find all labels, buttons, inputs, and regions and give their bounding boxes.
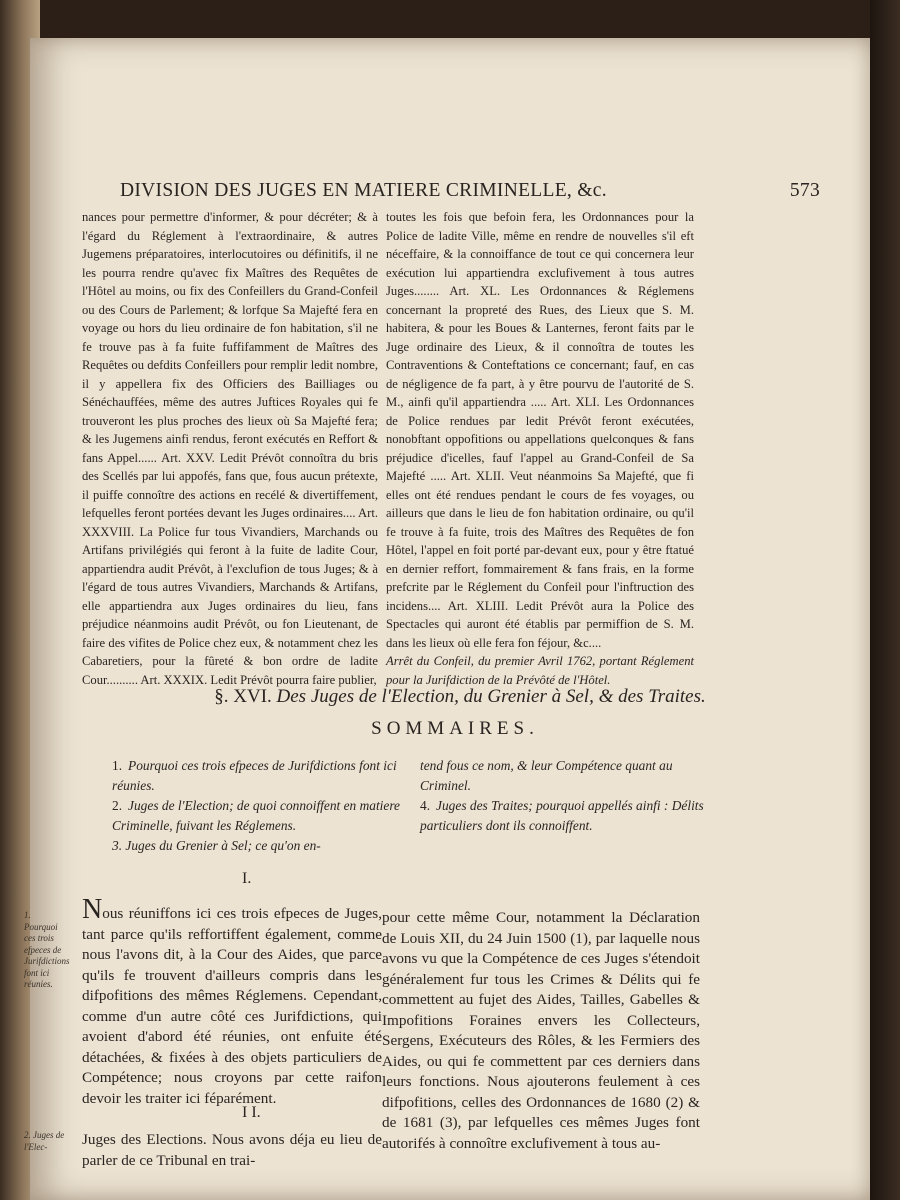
section-heading	[110, 686, 810, 708]
body-text-left	[82, 894, 382, 1109]
page-number: 573	[789, 180, 820, 201]
background-edge	[870, 0, 900, 1200]
drop-cap: N	[82, 894, 103, 925]
body-text-right	[382, 908, 700, 1154]
paragraph: toutes les fois que befoin fera, les Ordonnances pour la Police de ladite Ville, même en rendre de nouvelles s'il eft néceffaire, & la connoiffance de tout ce qui concernera leur exécution lui appartiendra exclufivement à tous autres Juges........ Art. XL. Les Ordonnances & Réglemens concernant la propreté des Rues, des Lieux que S. M. habitera, & pour les Boues & Lanternes, feront faits par le Juge ordinaire des Lieux, & il connoîtra de toutes les Contraventions & Conteftations ce concernant; fauf, en cas de négligence de fa part, à y être pourvu de l'autorité de S. M., ainfi qu'il appartiendra ..... Art. XLI. Les Ordonnances de Police rendues par ledit Prévôt feront exécutées, nonobftant oppofitions ou appellations quelconques & fans préjudice d'icelles, fauf l'appel au Grand-Confeil de Sa Majefté ..... Art. XLII. Veut néanmoins Sa Majefté, que fi elles ont été rendues pendant le cours de fes voyages, ou ailleurs que dans le lieu de fon habitation ordinaire, ou qu'il fe trouve à fa fuite, trois des Maîtres des Requêtes de fon Hôtel, l'appel en foit porté par-devant eux, pour y être ftatué en dernier reffort, fommairement & fans frais, en la forme prefcrite par le Réglement du Confeil pour l'inftruction des incidens.... Art. XLIII. Ledit Prévôt aura la Police des Spectacles qui auront été établis par permiffion de S. M. dans les lieux où elle fera fon féjour, &c....	[386, 210, 694, 650]
citation: Arrêt du Confeil, du premier Avril 1762, portant Réglement pour la Jurifdiction de la Prévôté de l'Hôtel.	[386, 654, 694, 687]
running-head	[120, 180, 820, 202]
summary-item: 1. Pourquoi ces trois efpeces de Jurifdictions font ici réunies.	[112, 758, 397, 793]
body-text-left-2	[82, 1130, 382, 1171]
section-number: §. XVI.	[214, 686, 272, 707]
text-column-right	[386, 208, 694, 689]
section-title: Des Juges de l'Election, du Grenier à Sel, & des Traites.	[276, 686, 706, 707]
summary-list-left	[112, 756, 402, 856]
summary-list-right	[420, 756, 710, 836]
margin-note: 1. Pourquoi ces trois efpeces de Jurifdictions font ici réunies.	[24, 910, 70, 989]
paragraph: ous réuniffons ici ces trois efpeces de Juges, tant parce qu'ils reffortiffent également, comme nous l'avons dit, à la Cour des Aides, que parce qu'ils fe trouvent d'ailleurs compris dans les difpofitions des mêmes Réglemens. Cependant, comme d'un autre côté ces Jurifdictions, qui avoient d'abord été réunies, ont enfuite été détachées, & fixées à des objets particuliers de Compétence; nous croyons par cette raifon devoir les traiter ici féparément.	[82, 905, 382, 1107]
paragraph: Juges des Elections. Nous avons déja eu lieu de parler de ce Tribunal en trai-	[82, 1131, 382, 1169]
margin-note: 2. Juges de l'Elec-	[24, 1130, 65, 1152]
summary-item-split: 3. Juges du Grenier à Sel; ce qu'on en-	[112, 838, 321, 853]
subsection-number: I.	[242, 870, 252, 887]
paragraph: pour cette même Cour, notamment la Déclaration de Louis XII, du 24 Juin 1500 (1), par laquelle nous avons vu que la Compétence de ces Juges s'étendoit généralement fur tous les Crimes & Délits qui fe commettent au fujet des Aides, Tailles, Gabelles & Impofitions Foraines envers les Collecteurs, Sergens, Exécuteurs des Rôles, & les Fermiers des Aides, ou qui fe commettent par ces derniers dans leurs fonctions. Nous ajouterons feulement à ces difpofitions, celles des Ordonnances de 1680 (2) & de 1681 (3), par lefquelles ces mêmes Juges font autorifés à connoître exclufivement à tous au-	[382, 909, 700, 1152]
sommaires-heading: SOMMAIRES.	[371, 718, 539, 739]
running-head-title: DIVISION DES JUGES EN MATIERE CRIMINELLE, &c.	[120, 180, 607, 201]
summary-item: 2. Juges de l'Election; de quoi connoiffent en matiere Criminelle, fuivant les Réglemens.	[112, 798, 401, 833]
subsection-number: I I.	[242, 1104, 261, 1121]
text-column-left	[82, 208, 378, 689]
summary-item: 4. Juges des Traites; pourquoi appellés ainfi : Délits particuliers dont ils connoiffent.	[420, 798, 704, 833]
book-page	[24, 38, 870, 1200]
paragraph: nances pour permettre d'informer, & pour décréter; & à l'égard du Réglement à l'extraordinaire, & autres Jugemens préparatoires, interlocutoires ou définitifs, il ne les pourra rendre qu'avec fix Maîtres des Requêtes de l'Hôtel au moins, ou fix des Confeillers du Grand-Confeil ou des Cours de Parlement; & lorfque Sa Majefté fera en voyage ou hors du lieu ordinaire de fon habitation, s'il ne fe trouve pas à fa fuite fuffifamment de Maîtres des Requêtes ou defdits Confeillers pour remplir ledit nombre, il y appellera fix des Officiers des Bailliages ou Sénéchauffées, même des autres Juftices Royales qui fe trouveront les plus proches des lieux où Sa Majefté fera; & les Jugemens ainfi rendus, feront exécutés en Reffort & fans Appel...... Art. XXV. Ledit Prévôt connoîtra du bris des Scellés par lui appofés, fans que, fous aucun prétexte, il puiffe connoître des actions en recélé & divertiffement, lefquelles feront portées devant les Juges ordinaires.... Art. XXXVIII. La Police fur tous Vivandiers, Marchands ou Artifans privilégiés qui feront à la fuite de ladite Cour, appartiendra audit Prévôt, à l'exclufion de tous Juges; & à l'égard de tous autres Vivandiers, Marchands & Artifans, elle appartiendra aux Juges ordinaires du lieu, fans préjudice néanmoins audit Prévôt, ou fon Lieutenant, de faire des vifites de Police chez eux, & notamment chez les Cabaretiers, pour la fûreté & bon ordre de ladite Cour.......... Art. XXXIX. Ledit Prévôt pourra faire publier,	[82, 210, 378, 687]
summary-item-continued: tend fous ce nom, & leur Compétence quant au Criminel.	[420, 758, 673, 793]
